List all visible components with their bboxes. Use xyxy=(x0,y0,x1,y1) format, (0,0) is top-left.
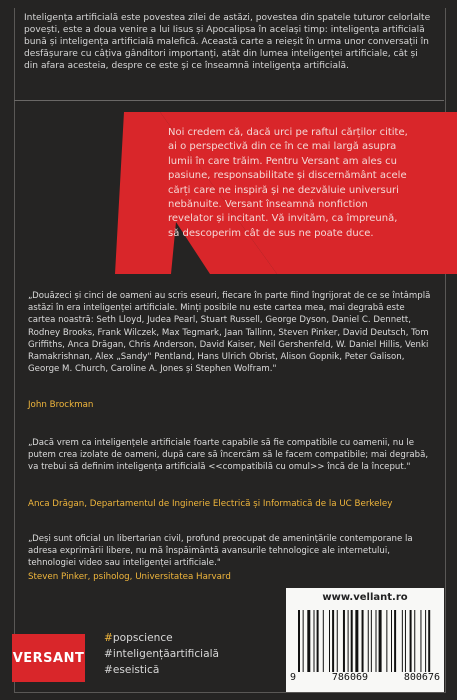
website-url: www.vellant.ro xyxy=(322,592,408,603)
manifesto-line: lumii în care trăim. Pentru Versant am ales cu xyxy=(168,155,397,167)
barcode-digit-group: 800676 xyxy=(403,672,440,683)
manifesto-line: revelator și incitant. Vă invităm, ca împreună, xyxy=(168,213,398,225)
hashtag-list xyxy=(104,630,219,678)
manifesto-line: pasiune, responsabilitate și discernământ acele xyxy=(168,170,407,182)
intro-paragraph: Inteligența artificială este povestea zilei de astăzi, povestea din spatele tuturor celorlalte povești, este a doua venire a lui Iisus și Apocalipsa în același timp: inteligența artificială bună și inteligența artificială malefică. Această carte a reieșit în urma unor conversații în desfășurare cu câțiva gânditori importanți, atât din lumea inteligenței artificiale, cât și din afara acesteia, despre ce este și ce înseamnă inteligența artificială. xyxy=(24,13,431,71)
barcode-digit-group: 786069 xyxy=(331,672,369,683)
manifesto-line: Noi credem că, dacă urci pe raftul cărților citite, xyxy=(168,127,408,138)
publisher-manifesto xyxy=(168,126,430,241)
blurb-author-dragan: Anca Drăgan, Departamentul de Inginerie Electrică și Informatică de la UC Berkeley xyxy=(28,499,393,509)
hashtag-item: #eseistică xyxy=(104,664,160,676)
blurb-pinker: „Deși sunt oficial un libertarian civil, profund preocupat de amenințările contemporane la adresa exprimării libere, nu mă înspăimântă avansurile tehnologice ale internetului, tehnologiei video sau inteligenței artificiale." xyxy=(28,534,413,569)
blurb-author-pinker: Steven Pinker, psiholog, Universitatea Harvard xyxy=(28,572,231,582)
manifesto-line: cărți care ne inspiră și ne dezvăluie universuri xyxy=(168,184,399,196)
barcode-digit-group: 9 xyxy=(290,672,297,683)
hashtag-item: #inteligențăartificială xyxy=(104,648,220,660)
blurb-brockman: „Douăzeci și cinci de oameni au scris eseuri, fiecare în parte fiind îngrijorat de ce se întâmplă astăzi în era inteligenței artificiale. Minți posibile nu este cartea mea, mai degrabă este cartea noastră: Seth Lloyd, Judea Pearl, Stuart Russell, George Dyson, Daniel C. Dennett, Rodney Brooks, Frank Wilczek, Max Tegmark, Jaan Tallinn, Steven Pinker, David Deutsch, Tom Griffiths, Anca Drăgan, Chris Anderson, David Kaiser, Neil Gershenfeld, W. Daniel Hillis, Venki Ramakrishnan, Alex „Sandy" Pentland, Hans Ulrich Obrist, Alison Gopnik, Peter Galison, George M. Church, Caroline A. Jones și Stephen Wolfram." xyxy=(28,291,431,375)
barcode-panel xyxy=(286,588,444,692)
versant-publisher-logo: VERSANT xyxy=(12,634,85,682)
barcode-number xyxy=(290,672,440,683)
manifesto-line: ai o perspectivă din ce în ce mai largă asupra xyxy=(168,141,397,153)
hashtag-item: #popscience xyxy=(104,632,173,644)
blurb-dragan: „Dacă vrem ca inteligențele artificiale foarte capabile să fie compatibile cu oamenii, nu le putem crea izolate de oameni, după care să încercăm să le facem compatibile; mai degrabă, va trebui să definim inteligența artificială <<compatibilă cu omul>> încă de la început." xyxy=(28,438,429,473)
blurb-author-brockman: John Brockman xyxy=(28,400,94,410)
manifesto-line: nebănuite. Versant înseamnă nonfiction xyxy=(168,199,368,211)
barcode-bars xyxy=(298,610,432,672)
manifesto-line: să descoperim cât de sus ne poate duce. xyxy=(168,227,374,239)
